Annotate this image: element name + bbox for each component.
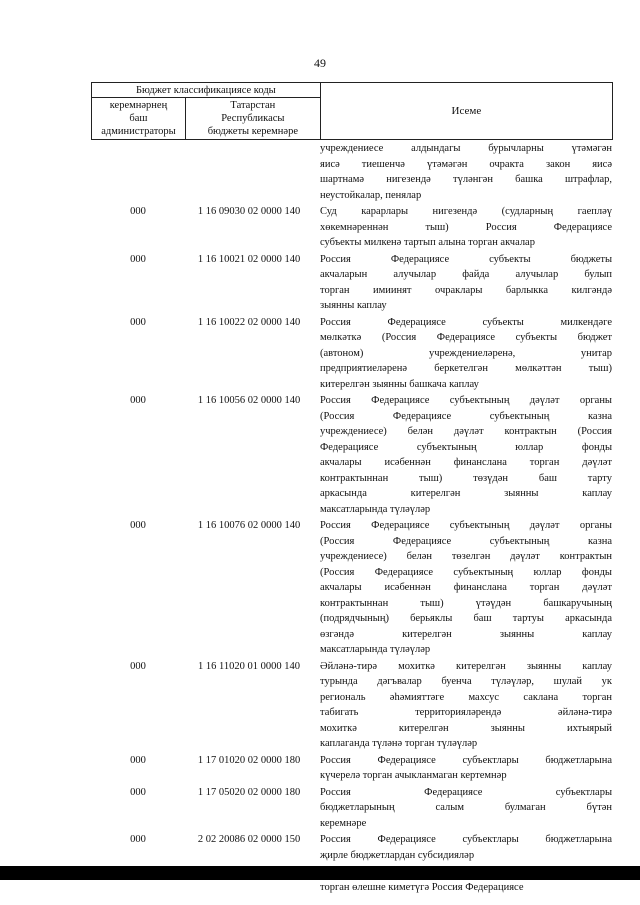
name-text-line: китерелгән зыянны башкача каплау bbox=[320, 378, 479, 390]
name-text-line: Россия Федерациясе субъектлары бюджетларына bbox=[320, 834, 612, 845]
name-text-line: (подрядчының) берьяклы баш тартуы аркасында bbox=[320, 613, 612, 624]
revenue-name-cell bbox=[320, 832, 612, 863]
admin-code-cell: 000 bbox=[130, 754, 146, 766]
revenue-code-column-header bbox=[185, 98, 320, 140]
revenue-code-cell: 1 16 10022 02 0000 140 bbox=[197, 316, 301, 328]
classification-header-table bbox=[91, 82, 613, 140]
admin-code-cell: 000 bbox=[130, 834, 146, 845]
name-text-line: неустойкалар, пенялар bbox=[320, 189, 422, 201]
name-text-line: торган имиинят очраклары барлыкка килгәндә bbox=[320, 284, 612, 296]
name-text-line: керемнәре bbox=[320, 817, 367, 829]
name-text-line: җирле бюджетлардан субсидияләр bbox=[320, 849, 475, 861]
name-text-line: субъекты милкенә тартып алына торган акчалар bbox=[320, 237, 535, 248]
revenue-name-cell bbox=[320, 393, 612, 517]
name-text-line: аркасында китерелгән зыянны каплау bbox=[320, 488, 612, 499]
admin-code-cell: 000 bbox=[130, 206, 146, 217]
revenue-name-cell bbox=[320, 252, 612, 314]
name-text-line: мохиткә китерелгән зыянны ихтыярый bbox=[320, 722, 612, 734]
name-text-line: максатларында түләүләр bbox=[320, 503, 431, 515]
admin-code-cell: 000 bbox=[130, 660, 146, 672]
admin-header-line: керемнәрнең bbox=[109, 100, 168, 111]
name-text-line: турында дәгъвалар буенча түләүләр, шулай ук bbox=[320, 676, 612, 687]
name-text-line: шартнамә нигезендә түләнгән башка штрафлар, bbox=[320, 174, 612, 185]
revenue-name-cell bbox=[320, 785, 612, 832]
revenue-code-cell: 1 17 05020 02 0000 180 bbox=[197, 786, 301, 798]
name-text-line: учреждениесе алдындагы бурычларны үтәмәгән bbox=[320, 143, 612, 154]
name-text-line: яисә тиешенчә үтәмәгән очракта закон яисә bbox=[320, 158, 612, 170]
name-text-line: акчалары исәбеннән финанслана торган дәүләт bbox=[320, 457, 612, 468]
name-text-line: күчерелә торган ачыкланмаган кертемнәр bbox=[320, 770, 507, 781]
revenue-code-cell: 1 16 10076 02 0000 140 bbox=[197, 520, 301, 531]
revenue-name-cell bbox=[320, 141, 612, 203]
name-text-line: (Россия Федерациясе субъектының казна bbox=[320, 535, 612, 547]
name-text-line: региональ әһәмияттәге махсус саклана торган bbox=[320, 691, 612, 703]
revenue-name-cell bbox=[320, 659, 612, 752]
name-text-line: контрактыннан тыш) үтәүдән башкаручының bbox=[320, 597, 612, 609]
name-text-line: максатларында түләүләр bbox=[320, 644, 431, 655]
code-header-line: бюджеты керемнәре bbox=[207, 126, 298, 137]
name-text-line: Федерациясе субъектының юллар фонды bbox=[320, 441, 612, 453]
name-text-line: Россия Федерациясе субъектының дәүләт органы bbox=[320, 395, 612, 406]
name-text-line: учреждениесе) белән төзелгән дәүләт контрактын bbox=[320, 551, 612, 562]
admin-header-line: баш bbox=[129, 113, 148, 124]
code-header-line: Татарстан bbox=[230, 100, 276, 111]
name-text-line: Россия Федерациясе субъекты милкендәге bbox=[320, 316, 612, 328]
name-text-line: өзгәндә китерелгән зыянны каплау bbox=[320, 628, 612, 640]
name-text-line: табигать территорияләрендә әйләнә-тирә bbox=[320, 707, 612, 718]
admin-code-cell: 000 bbox=[130, 395, 146, 406]
revenue-name-cell bbox=[320, 204, 612, 251]
code-header-line: Республикасы bbox=[221, 113, 285, 124]
name-text-line: предприятиеләренә беркетелгән мөлкәттән тыш) bbox=[320, 363, 612, 374]
revenue-code-cell: 1 16 11020 01 0000 140 bbox=[198, 660, 300, 672]
revenue-code-cell: 1 17 01020 02 0000 180 bbox=[197, 754, 301, 766]
scan-bottom-edge bbox=[0, 866, 640, 880]
name-text-line: Россия Федерациясе субъектының дәүләт органы bbox=[320, 520, 612, 531]
revenue-name-cell bbox=[320, 518, 612, 658]
revenue-name-cell bbox=[320, 315, 612, 393]
name-text-line: Суд карарлары нигезендә (судларның гаепләү bbox=[320, 206, 612, 217]
name-text-line: мөлкәткә (Россия Федерациясе субъекты бюджет bbox=[320, 332, 612, 343]
revenue-code-cell: 1 16 10056 02 0000 140 bbox=[197, 395, 301, 406]
admin-code-cell: 000 bbox=[130, 786, 146, 798]
name-text-line: каплаганда түләнә торган түләүләр bbox=[320, 738, 478, 749]
name-text-line: Россия Федерациясе субъекты бюджеты bbox=[320, 253, 612, 265]
name-text-line: контрактыннан тыш) төзүдән баш тарту bbox=[320, 472, 612, 484]
name-text-line: Россия Федерациясе субъектлары bbox=[320, 786, 612, 798]
admin-header-line: администраторы bbox=[101, 126, 176, 137]
name-text-line: зыянны каплау bbox=[320, 300, 387, 311]
chief-administrator-column-header bbox=[92, 98, 186, 140]
name-column-header: Исеме bbox=[320, 83, 612, 140]
name-text-line: (Россия Федерациясе субъектының казна bbox=[320, 410, 612, 422]
admin-code-cell: 000 bbox=[130, 316, 146, 328]
name-text-line: (Россия Федерациясе субъектының юллар фонды bbox=[320, 566, 612, 578]
name-text-line: Әйләнә-тирә мохиткә китерелгән зыянны каплау bbox=[320, 660, 612, 672]
name-text-line: акчаларын алучылар файда алучылар булып bbox=[320, 269, 612, 280]
revenue-name-cell bbox=[320, 753, 612, 784]
name-text-line: Россия Федерациясе субъектлары бюджетларына bbox=[320, 754, 612, 766]
budget-classification-code-header: Бюджет классификациясе коды bbox=[92, 83, 321, 98]
revenue-code-cell: 1 16 10021 02 0000 140 bbox=[197, 253, 301, 265]
revenue-code-cell: 2 02 20086 02 0000 150 bbox=[197, 834, 301, 845]
name-text-line: хөкемнәреннән тыш) Россия Федерациясе bbox=[320, 221, 612, 233]
admin-code-cell: 000 bbox=[130, 253, 146, 265]
name-text-line: (автоном) учреждениеләренә, унитар bbox=[320, 347, 612, 359]
name-text-line: акчалары исәбеннән финанслана торган дәүләт bbox=[320, 582, 612, 593]
page-number: 49 bbox=[314, 56, 326, 70]
revenue-code-cell: 1 16 09030 02 0000 140 bbox=[197, 206, 301, 217]
name-text-line: бюджетларының салым булмаган бүтән bbox=[320, 802, 612, 813]
name-text-line: торган өлешне киметүгә Россия Федерациясе bbox=[320, 881, 524, 893]
name-text-line: учреждениесе) белән дәүләт контрактын (Россия bbox=[320, 426, 612, 437]
admin-code-cell: 000 bbox=[130, 520, 146, 531]
